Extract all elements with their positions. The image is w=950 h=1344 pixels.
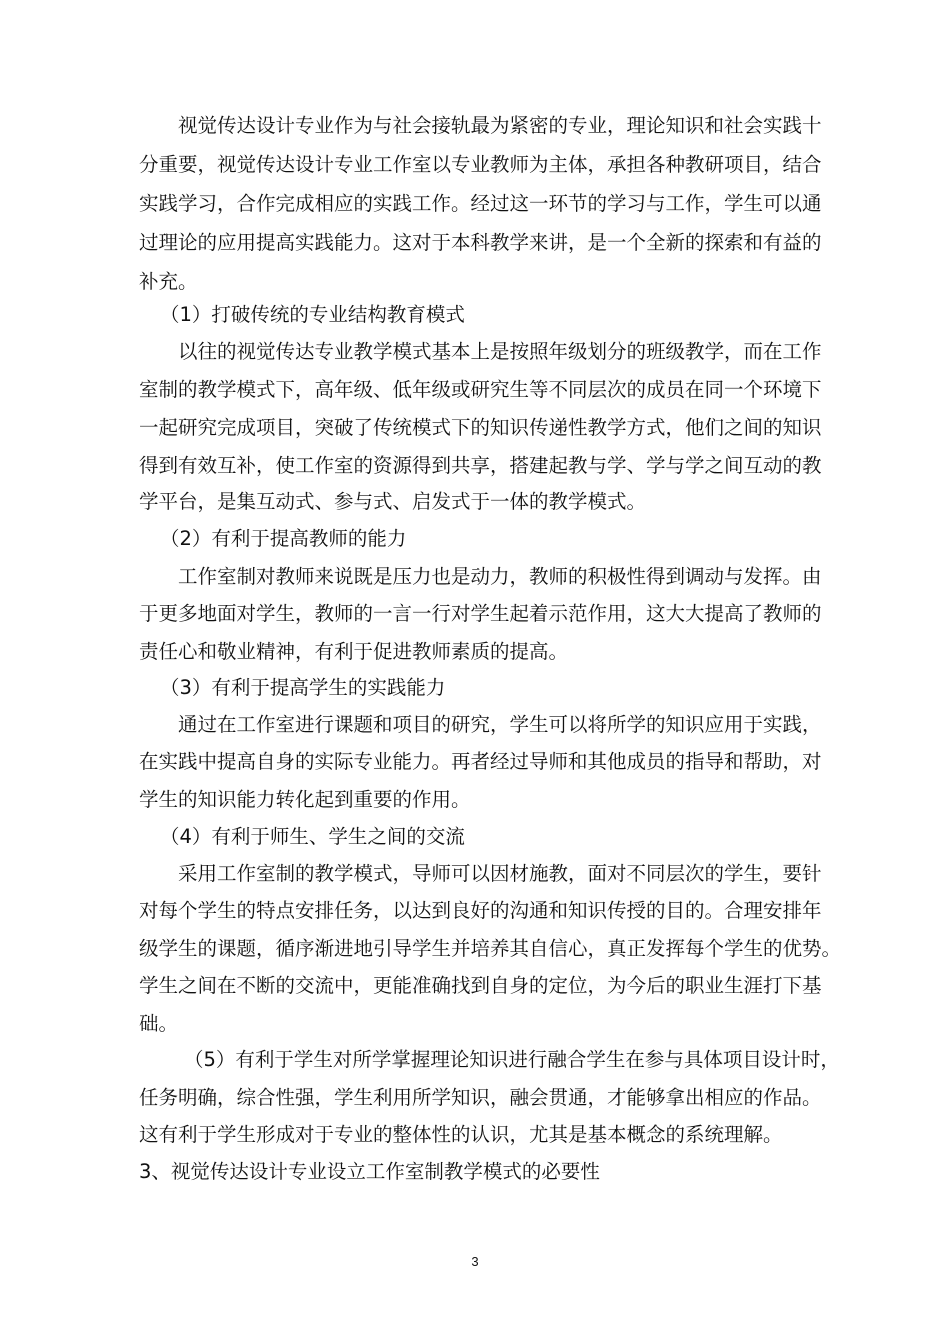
point-5-line-1: （5）有利于学生对所学掌握理论知识进行融合学生在参与具体项目设计时， [184, 1048, 840, 1071]
intro-line-3: 实践学习，合作完成相应的实践工作。经过这一环节的学习与工作，学生可以通 [139, 192, 822, 215]
point-3-line-3: 学生的知识能力转化起到重要的作用。 [139, 788, 471, 811]
intro-line-5: 补充。 [139, 270, 198, 293]
point-4-heading: （4）有利于师生、学生之间的交流 [160, 825, 465, 848]
point-1-line-2: 室制的教学模式下，高年级、低年级或研究生等不同层次的成员在同一个环境下 [139, 378, 822, 401]
point-2-line-3: 责任心和敬业精神，有利于促进教师素质的提高。 [139, 640, 569, 663]
page-number: 3 [471, 1254, 479, 1269]
point-4-line-3: 级学生的课题，循序渐进地引导学生并培养其自信心，真正发挥每个学生的优势。 [139, 937, 842, 960]
intro-line-1: 视觉传达设计专业作为与社会接轨最为紧密的专业，理论知识和社会实践十 [178, 114, 822, 137]
point-1-line-3: 一起研究完成项目，突破了传统模式下的知识传递性教学方式，他们之间的知识 [139, 416, 822, 439]
point-3-line-2: 在实践中提高自身的实际专业能力。再者经过导师和其他成员的指导和帮助，对 [139, 750, 822, 773]
point-5-line-3: 这有利于学生形成对于专业的整体性的认识，尤其是基本概念的系统理解。 [139, 1123, 783, 1146]
point-4-line-2: 对每个学生的特点安排任务，以达到良好的沟通和知识传授的目的。合理安排年 [139, 899, 822, 922]
point-4-line-5: 础。 [139, 1012, 179, 1035]
intro-line-2: 分重要，视觉传达设计专业工作室以专业教师为主体，承担各种教研项目，结合 [139, 153, 822, 176]
point-1-line-5: 学平台，是集互动式、参与式、启发式于一体的教学模式。 [139, 490, 647, 513]
point-3-heading: （3）有利于提高学生的实践能力 [160, 676, 446, 699]
point-3-line-1: 通过在工作室进行课题和项目的研究，学生可以将所学的知识应用于实践， [178, 713, 822, 736]
point-1-heading: （1）打破传统的专业结构教育模式 [160, 303, 465, 326]
point-1-line-1: 以往的视觉传达专业教学模式基本上是按照年级划分的班级教学，而在工作 [178, 340, 822, 363]
point-4-line-1: 采用工作室制的教学模式，导师可以因材施教，面对不同层次的学生，要针 [178, 862, 822, 885]
point-2-line-2: 于更多地面对学生，教师的一言一行对学生起着示范作用，这大大提高了教师的 [139, 602, 822, 625]
point-4-line-4: 学生之间在不断的交流中，更能准确找到自身的定位，为今后的职业生涯打下基 [139, 974, 822, 997]
point-1-line-4: 得到有效互补，使工作室的资源得到共享，搭建起教与学、学与学之间互动的教 [139, 454, 822, 477]
point-2-line-1: 工作室制对教师来说既是压力也是动力，教师的积极性得到调动与发挥。由 [178, 565, 822, 588]
intro-line-4: 过理论的应用提高实践能力。这对于本科教学来讲，是一个全新的探索和有益的 [139, 231, 822, 254]
point-5-line-2: 任务明确，综合性强，学生利用所学知识，融会贯通，才能够拿出相应的作品。 [139, 1086, 822, 1109]
point-2-heading: （2）有利于提高教师的能力 [160, 527, 407, 550]
section-3-heading: 3、视觉传达设计专业设立工作室制教学模式的必要性 [139, 1160, 600, 1183]
